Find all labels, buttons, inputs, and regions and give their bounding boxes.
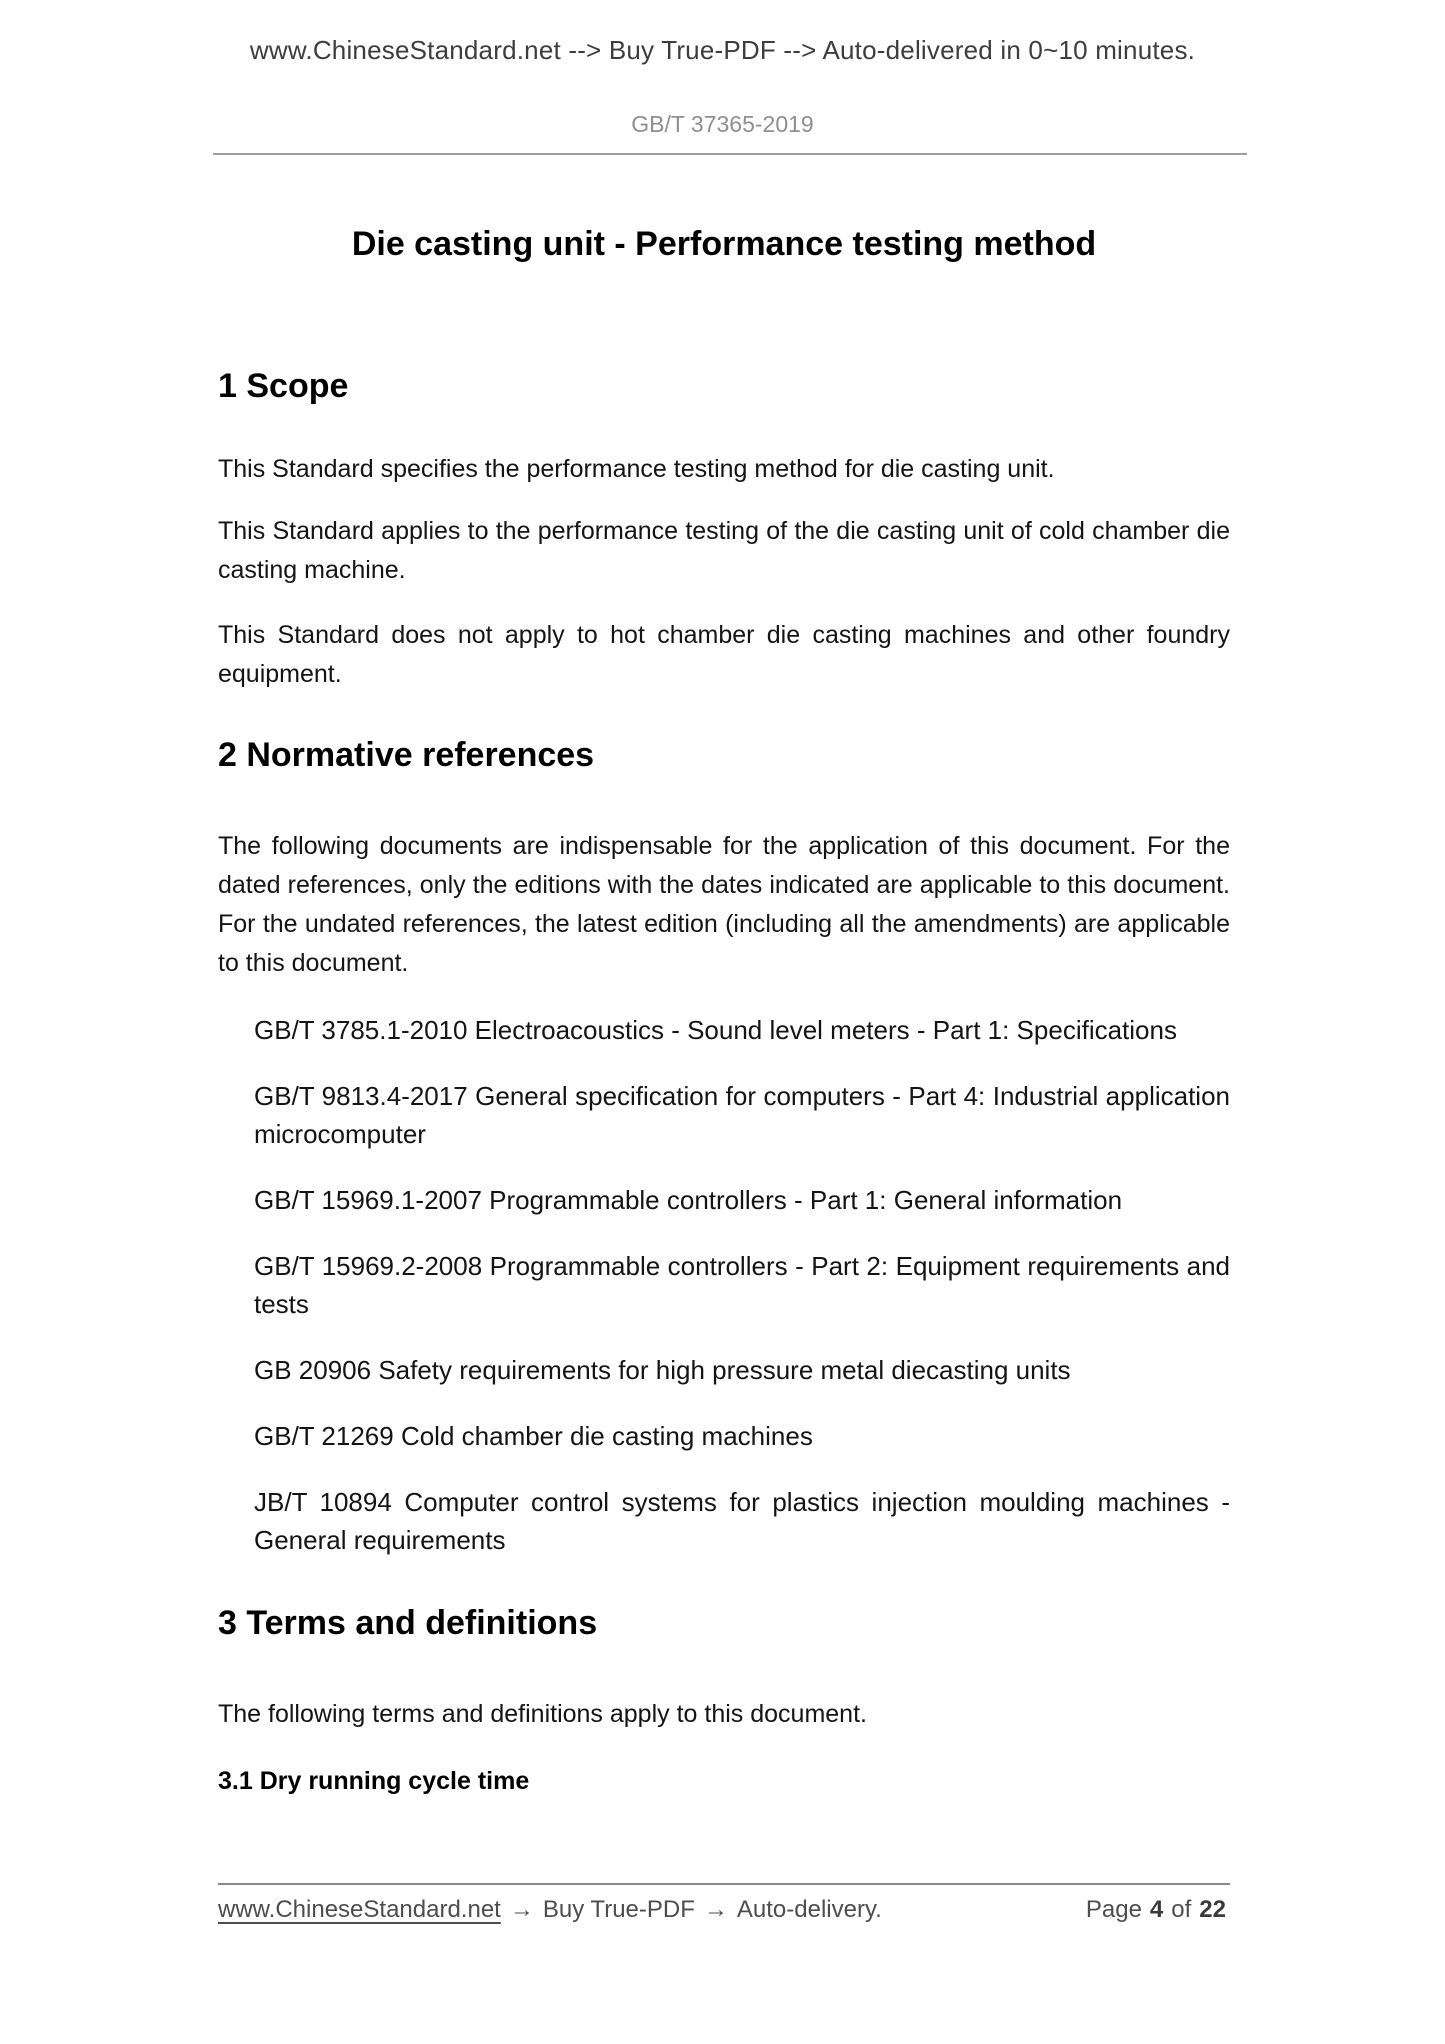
document-title: Die casting unit - Performance testing method <box>351 225 1097 263</box>
page-indicator <box>1082 1895 1230 1925</box>
footer-promo <box>218 1895 882 1925</box>
doc-number: GB/T 37365-2019 <box>631 111 814 137</box>
page-label: Page <box>1085 1896 1142 1923</box>
reference-item: GB/T 9813.4-2017 General specification for computers - Part 4: Industrial application microcomputer <box>254 1081 1230 1149</box>
paragraph: The following documents are indispensable for the application of this document. For the dated references, only the editions with the dates indicated are applicable to this document. For the undated references, the latest edition (including all the amendments) are applicable to this document. <box>218 832 1230 977</box>
reference-item: GB 20906 Safety requirements for high pressure metal diecasting units <box>254 1355 1071 1385</box>
footer-link[interactable]: www.ChineseStandard.net <box>218 1896 501 1923</box>
page-current: 4 <box>1149 1896 1164 1923</box>
reference-item: GB/T 15969.1-2007 Programmable controllers - Part 1: General information <box>254 1185 1123 1215</box>
paragraph: This Standard specifies the performance testing method for die casting unit. <box>218 455 1055 483</box>
subsection-heading-dry-running-cycle-time: 3.1 Dry running cycle time <box>218 1767 530 1795</box>
paragraph: This Standard applies to the performance testing of the die casting unit of cold chamber die casting machine. <box>218 517 1230 584</box>
header-divider <box>213 153 1247 155</box>
reference-item: GB/T 21269 Cold chamber die casting machines <box>254 1421 813 1451</box>
footer-buy-text: Buy True-PDF <box>542 1896 695 1923</box>
paragraph: The following terms and definitions apply to this document. <box>218 1700 867 1728</box>
page-footer <box>218 1883 1230 1925</box>
footer-delivery-text: Auto-delivery. <box>736 1896 882 1923</box>
page-of-label: of <box>1171 1896 1192 1923</box>
reference-item: JB/T 10894 Computer control systems for plastics injection moulding machines - General requirements <box>254 1487 1230 1555</box>
header-promo: www.ChineseStandard.net --> Buy True-PDF --> Auto-delivered in 0~10 minutes. <box>249 35 1196 65</box>
page-total: 22 <box>1199 1896 1226 1923</box>
content-column <box>218 222 1230 1801</box>
arrow-right-icon: → <box>509 1896 534 1923</box>
section-heading-terms-definitions: 3 Terms and definitions <box>218 1604 598 1642</box>
reference-item: GB/T 15969.2-2008 Programmable controllers - Part 2: Equipment requirements and tests <box>254 1251 1230 1319</box>
section-heading-normative-references: 2 Normative references <box>218 736 595 774</box>
section-heading-scope: 1 Scope <box>218 367 349 405</box>
reference-item: GB/T 3785.1-2010 Electroacoustics - Sound level meters - Part 1: Specifications <box>254 1015 1177 1045</box>
arrow-right-icon: → <box>703 1896 728 1923</box>
paragraph: This Standard does not apply to hot chamber die casting machines and other foundry equipment. <box>218 621 1230 688</box>
